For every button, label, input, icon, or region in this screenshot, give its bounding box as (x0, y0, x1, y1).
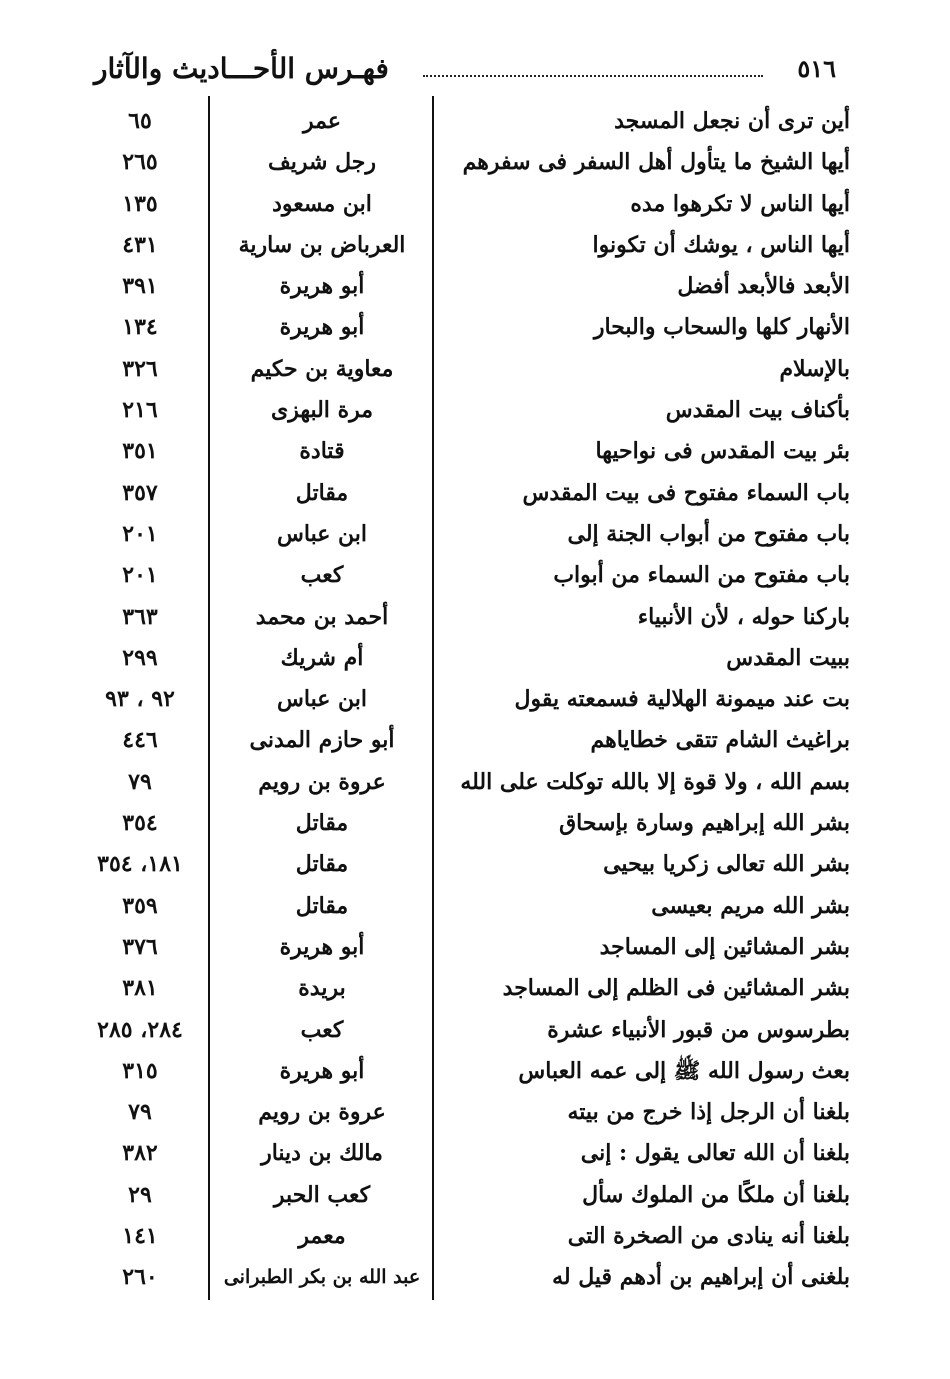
narrator: مالك بن دينار (261, 1140, 383, 1167)
page-reference: ١٨١، ٣٥٤ (97, 851, 183, 878)
index-row (80, 350, 850, 391)
hadith-text: بلغنا أن الرجل إذا خرج من بيته (567, 1099, 850, 1126)
narrator: أحمد بن محمد (255, 603, 389, 630)
hadith-text: بشر المشائين إلى المساجد (599, 933, 850, 960)
page-reference: ٣٥١ (122, 438, 158, 465)
page-reference: ٣١٥ (122, 1057, 158, 1084)
page-reference: ١٣٥ (122, 190, 158, 217)
hadith-text: بالإسلام (779, 355, 850, 382)
narrator: أبو هريرة (279, 314, 365, 341)
narrator: مقاتل (295, 892, 349, 919)
index-row (80, 1134, 850, 1175)
hadith-text: بت عند ميمونة الهلالية فسمعته يقول (514, 686, 850, 713)
hadith-text: براغيث الشام تتقى خطاياهم (590, 727, 850, 754)
index-row (80, 226, 850, 267)
narrator: ابن عباس (277, 520, 367, 547)
narrator: أبو هريرة (279, 933, 365, 960)
page-reference: ٢٨٤، ٢٨٥ (97, 1016, 183, 1043)
hadith-text: باركنا حوله ، لأن الأنبياء (637, 603, 850, 630)
hadith-text: أيها الناس ، يوشك أن تكونوا (592, 231, 850, 258)
hadith-text: باب السماء مفتوح فى بيت المقدس (522, 479, 850, 506)
narrator: كعب (300, 562, 344, 589)
hadith-text: بأكناف بيت المقدس (665, 397, 850, 424)
page-reference: ٣٥٧ (122, 479, 158, 506)
index-row (80, 391, 850, 432)
narrator: أبو هريرة (279, 1057, 365, 1084)
narrator: عروة بن رويم (258, 1099, 386, 1126)
page-reference: ٣٥٩ (122, 892, 158, 919)
page-reference: ٣٨١ (122, 975, 158, 1002)
index-row (80, 928, 850, 969)
index-table (80, 102, 850, 1300)
index-row (80, 804, 850, 845)
index-row (80, 474, 850, 515)
hadith-text: بشر الله مريم بعيسى (651, 892, 850, 919)
hadith-text: بعث رسول الله ﷺ إلى عمه العباس (518, 1057, 850, 1084)
narrator: قتادة (299, 438, 345, 465)
page-reference: ١٤١ (122, 1223, 158, 1250)
page-reference: ٢٩ (128, 1181, 152, 1208)
index-row (80, 1258, 850, 1299)
narrator: رجل شريف (267, 149, 376, 176)
hadith-text: بئر بيت المقدس فى نواحيها (595, 438, 850, 465)
hadith-text: أيها الناس لا تكرهوا مده (630, 190, 850, 217)
page-reference: ٣٧٦ (122, 933, 158, 960)
hadith-text: بلغنى أن إبراهيم بن أدهم قيل له (552, 1264, 850, 1291)
hadith-text: ببيت المقدس (726, 644, 850, 671)
hadith-text: بشر الله إبراهيم وسارة بإسحاق (559, 810, 850, 837)
page-reference: ٣٨٢ (122, 1140, 158, 1167)
page-reference: ٣٢٦ (122, 355, 158, 382)
header-title: فهـرس الأحـــاديث والآثار (94, 52, 389, 85)
index-row (80, 1052, 850, 1093)
hadith-text: بسم الله ، ولا قوة إلا بالله توكلت على الله (460, 768, 850, 795)
page-reference: ٧٩ (128, 768, 152, 795)
narrator: أبو هريرة (279, 273, 365, 300)
index-row (80, 1217, 850, 1258)
page-header (88, 44, 858, 96)
narrator: عبد الله بن بكر الطبرانى (223, 1266, 421, 1289)
page-reference: ٦٥ (128, 108, 152, 134)
narrator: العرباض بن سارية (238, 231, 406, 258)
page-reference: ٣٥٤ (122, 810, 158, 837)
narrator: كعب الحبر (273, 1181, 371, 1208)
page-reference: ٤٤٦ (122, 727, 158, 754)
index-row (80, 721, 850, 762)
narrator: معاوية بن حكيم (250, 355, 394, 382)
narrator: أم شريك (280, 644, 364, 671)
hadith-text: بشر المشائين فى الظلم إلى المساجد (502, 975, 850, 1002)
page-reference: ٣٩١ (122, 273, 158, 300)
hadith-text: بشر الله تعالى زكريا بيحيى (603, 851, 850, 878)
page-reference: ٧٩ (128, 1099, 152, 1126)
narrator: مقاتل (295, 851, 349, 878)
index-row (80, 308, 850, 349)
header-page-number: ٥١٦ (797, 54, 836, 83)
index-row (80, 185, 850, 226)
index-row (80, 556, 850, 597)
narrator: كعب (300, 1016, 344, 1043)
index-row (80, 432, 850, 473)
index-row (80, 680, 850, 721)
page-reference: ٩٢ ، ٩٣ (105, 686, 175, 713)
page-reference: ٢٩٩ (122, 644, 158, 671)
hadith-text: بطرسوس من قبور الأنبياء عشرة (547, 1016, 850, 1043)
narrator: بريدة (298, 975, 346, 1002)
narrator: مرة البهزى (270, 397, 374, 424)
page-reference: ١٣٤ (122, 314, 158, 341)
page-reference: ٢١٦ (122, 397, 158, 424)
index-row (80, 639, 850, 680)
narrator: معمر (298, 1223, 346, 1250)
index-row (80, 845, 850, 886)
hadith-text: الأنهار كلها والسحاب والبحار (593, 314, 850, 341)
narrator: مقاتل (295, 479, 349, 506)
index-row (80, 1011, 850, 1052)
narrator: عروة بن رويم (258, 768, 386, 795)
narrator: ابن مسعود (272, 190, 372, 217)
index-row (80, 969, 850, 1010)
hadith-text: أين ترى أن نجعل المسجد (614, 108, 850, 134)
index-row (80, 1176, 850, 1217)
index-row (80, 267, 850, 308)
hadith-text: بلغنا أن ملكًا من الملوك سأل (582, 1181, 850, 1208)
hadith-text: باب مفتوح من أبواب الجنة إلى (567, 520, 850, 547)
hadith-text: بلغنا أن الله تعالى يقول : إنى (580, 1140, 850, 1167)
index-row (80, 598, 850, 639)
hadith-text: بلغنا أنه ينادى من الصخرة التى (567, 1223, 850, 1250)
hadith-text: أيها الشيخ ما يتأول أهل السفر فى سفرهم (462, 149, 850, 176)
index-row (80, 763, 850, 804)
page-reference: ٢٠١ (122, 562, 158, 589)
narrator: مقاتل (295, 810, 349, 837)
header-dotted-leader (423, 75, 763, 77)
index-row (80, 143, 850, 184)
hadith-text: باب مفتوح من السماء من أبواب (553, 562, 850, 589)
page-reference: ٢٠١ (122, 520, 158, 547)
page-reference: ٤٣١ (122, 231, 158, 258)
index-row (80, 887, 850, 928)
index-row (80, 515, 850, 556)
narrator: ابن عباس (277, 686, 367, 713)
narrator: عمر (303, 108, 341, 134)
index-row (80, 102, 850, 143)
hadith-text: الأبعد فالأبعد أفضل (677, 273, 850, 300)
page-reference: ٣٦٣ (122, 603, 158, 630)
index-row (80, 1093, 850, 1134)
page-reference: ٢٦٥ (122, 149, 158, 176)
page-reference: ٢٦٠ (122, 1264, 158, 1291)
narrator: أبو حازم المدنى (249, 727, 395, 754)
